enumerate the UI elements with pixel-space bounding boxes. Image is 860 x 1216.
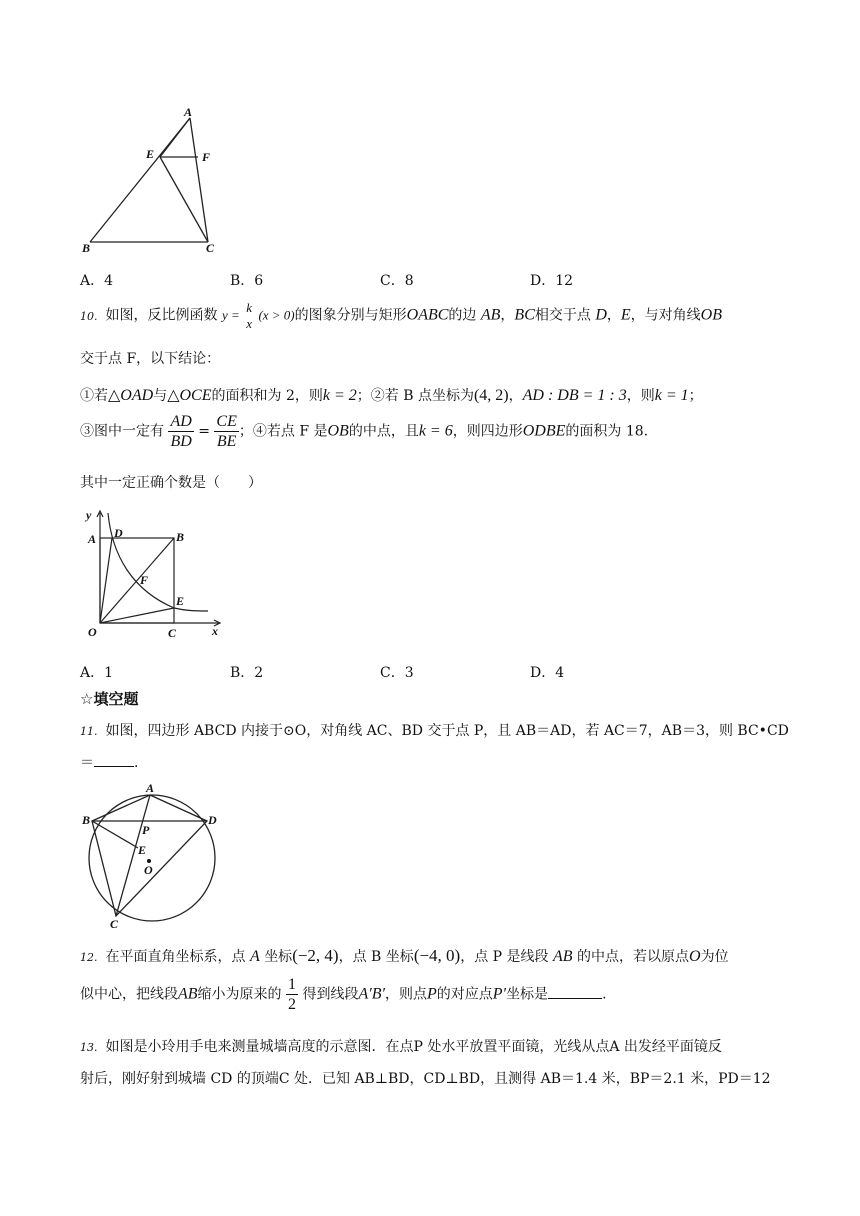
q10-label-D: D bbox=[114, 526, 123, 540]
q13-line2: 射后，刚好射到城墙 CD 的顶端C 处．已知 AB⊥BD，CD⊥BD，且测得 AB＝1.4 米，BP＝2.1 米，PD＝12 bbox=[80, 1071, 771, 1087]
q10-line1: 10. 如图，反比例函数 y = k x (x > 0)的图象分别与矩形OABC的边 AB，BC相交于点 D，E，与对角线OB bbox=[80, 300, 722, 331]
q12-line2: 似中心，把线段AB缩小为原来的 $\frac{1}{2}$ 得到线段A′B′，则点P的对应点P′坐标是 . bbox=[80, 976, 607, 1014]
q11-line2: ＝ . bbox=[80, 755, 139, 771]
q11-label-O: O bbox=[144, 863, 153, 877]
q11-label-E: E bbox=[138, 843, 147, 857]
q10-line2: 交于点 F，以下结论： bbox=[80, 351, 221, 367]
q10-label-A: A bbox=[88, 532, 97, 546]
q11-label-A: A bbox=[146, 781, 155, 795]
q10-line3: ①若△OAD与△OCE的面积和为 2，则k = 2；②若 B 点坐标为(4, 2)，AD : DB = 1 : 3，则k = 1； bbox=[80, 387, 703, 404]
q12-answer-blank[interactable] bbox=[548, 986, 602, 999]
q10-option-b[interactable]: B．2 bbox=[230, 665, 264, 681]
q13-line1: 13. 如图是小玲用手电来测量城墙高度的示意图．在点P 处水平放置平面镜，光线从点A 出发经平面镜反 bbox=[80, 1039, 722, 1055]
q11-answer-blank[interactable] bbox=[94, 754, 134, 767]
q10-question: 其中一定正确个数是（ ） bbox=[80, 475, 262, 491]
q9-label-E: E bbox=[146, 147, 155, 161]
q10-label-O: O bbox=[88, 625, 97, 639]
q10-option-a[interactable]: A．1 bbox=[80, 665, 114, 681]
q9-option-b[interactable]: B．6 bbox=[230, 273, 264, 289]
q10-label-C: C bbox=[168, 626, 177, 640]
q12-line1: 12. 在平面直角坐标系，点 A 坐标(−2, 4)，点 B 坐标(−4, 0)，点 P 是线段 AB 的中点，若以原点O为位 bbox=[80, 946, 729, 965]
q11-label-D: D bbox=[208, 813, 217, 827]
q11-quadrilateral-ABCD bbox=[92, 795, 207, 916]
q10-label-E: E bbox=[176, 594, 185, 608]
q10-coordinate-figure bbox=[82, 505, 232, 645]
q10-option-d[interactable]: D．4 bbox=[530, 665, 565, 681]
q11-label-B: B bbox=[82, 813, 91, 827]
q9-option-d[interactable]: D．12 bbox=[530, 273, 574, 289]
q11-circle-figure bbox=[80, 778, 230, 931]
q9-label-A: A bbox=[184, 105, 193, 119]
q11-line1: 11. 如图，四边形 ABCD 内接于⊙O，对角线 AC、BD 交于点 P，且 AB＝AD，若 AC＝7，AB＝3，则 BC•CD bbox=[80, 723, 789, 739]
q9-label-B: B bbox=[82, 241, 91, 255]
q10-label-x: x bbox=[212, 624, 218, 638]
q10-label-F: F bbox=[140, 573, 149, 587]
section-title-fill-in: ☆填空题 bbox=[80, 690, 139, 708]
q9-label-C: C bbox=[206, 241, 215, 255]
q9-option-a[interactable]: A．4 bbox=[80, 273, 114, 289]
q10-line4: ③图中一定有 $\frac{AD}{BD}$ = $\frac{CE}{BE}$ ；④若点 F 是OB的中点，且k = 6，则四边形ODBE的面积为 18. bbox=[80, 413, 649, 451]
q10-option-c[interactable]: C．3 bbox=[380, 665, 414, 681]
q10-segment-OD bbox=[100, 538, 112, 623]
q9-triangle-figure bbox=[78, 100, 228, 260]
q11-label-C: C bbox=[110, 917, 119, 931]
q9-label-F: F bbox=[202, 150, 211, 164]
q9-segment-EC bbox=[160, 157, 208, 242]
q9-option-c[interactable]: C．8 bbox=[380, 273, 414, 289]
q11-segment-BE bbox=[92, 821, 138, 848]
q9-segment-AC bbox=[190, 118, 211, 242]
q9-segment-AE bbox=[160, 118, 190, 157]
q11-label-P: P bbox=[142, 823, 150, 837]
q10-label-y: y bbox=[86, 508, 92, 522]
q10-label-B: B bbox=[176, 530, 185, 544]
